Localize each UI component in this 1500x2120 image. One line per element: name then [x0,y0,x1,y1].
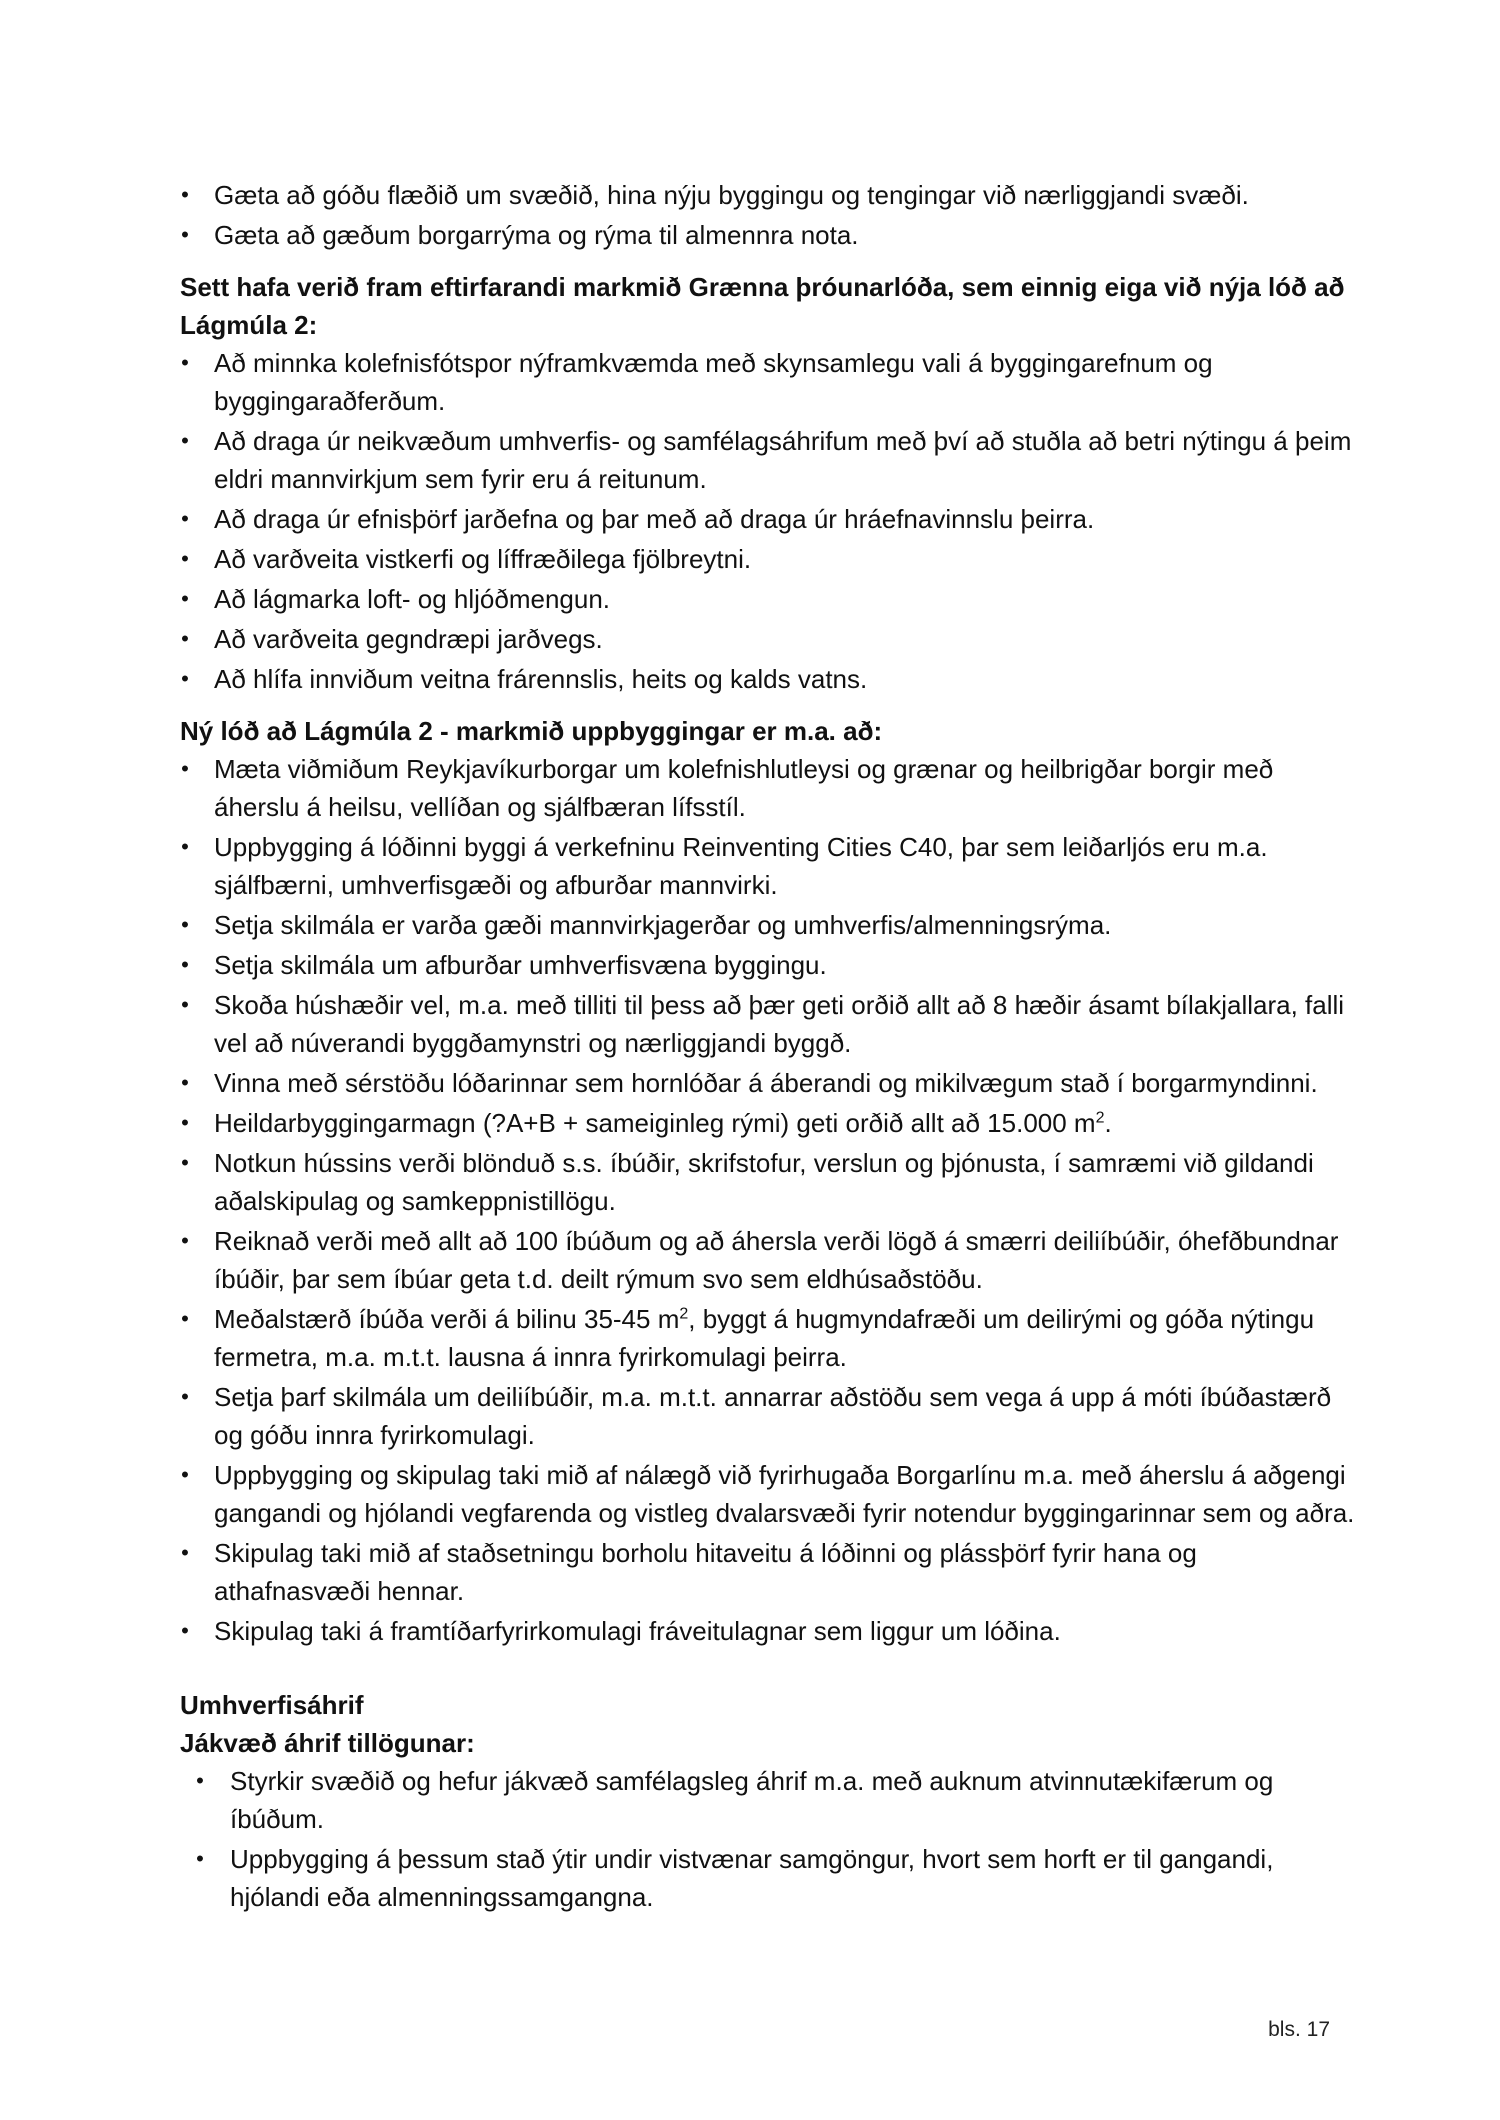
section-heading-environmental-impact: Umhverfisáhrif [180,1690,364,1720]
bullet-icon: • [181,834,189,859]
list-item: • Setja þarf skilmála um deiliíbúðir, m.a. m.t.t. annarrar aðstöðu sem vega á upp á móti íbúðastærð og góðu innra fyrirkomulagi. [178,1378,1358,1454]
page-number: bls. 17 [1268,2018,1330,2041]
list-item: • Að lágmarka loft- og hljóðmengun. [178,580,1358,618]
bullet-icon: • [181,586,189,611]
bullet-icon: • [181,666,189,691]
list-item: • Styrkir svæðið og hefur jákvæð samfélagsleg áhrif m.a. með auknum atvinnutækifærum og íbúðum. [178,1762,1358,1838]
bullet-icon: • [181,1110,189,1135]
list-item: • Vinna með sérstöðu lóðarinnar sem hornlóðar á áberandi og mikilvægum stað í borgarmyndinni. [178,1064,1358,1102]
list-item: • Uppbygging á þessum stað ýtir undir vistvænar samgöngur, hvort sem horft er til gangandi, hjólandi eða almenningssamgangna. [178,1840,1358,1916]
bullet-icon: • [181,1228,189,1253]
superscript: 2 [1095,1109,1105,1127]
bullet-icon: • [181,222,189,247]
bullet-icon: • [181,506,189,531]
list-item: • Að varðveita vistkerfi og líffræðilega fjölbreytni. [178,540,1358,578]
bullet-icon: • [181,182,189,207]
bullet-icon: • [196,1768,204,1793]
bullet-icon: • [196,1846,204,1871]
list-item: • Reiknað verði með allt að 100 íbúðum og að áhersla verði lögð á smærri deiliíbúðir, óhefðbundnar íbúðir, þar sem íbúar geta t.d. deilt rýmum svo sem eldhúsaðstöðu. [178,1222,1358,1298]
list-item: • Að draga úr neikvæðum umhverfis- og samfélagsáhrifum með því að stuðla að betri nýtingu á þeim eldri mannvirkjum sem fyrir eru á reitunum. [178,422,1358,498]
bullet-icon: • [181,912,189,937]
bullet-icon: • [181,350,189,375]
list-item: • Gæta að góðu flæðið um svæðið, hina nýju byggingu og tengingar við nærliggjandi svæði. [178,176,1358,214]
list-item: • Notkun hússins verði blönduð s.s. íbúðir, skrifstofur, verslun og þjónusta, í samræmi við gildandi aðalskipulag og samkeppnistillögu. [178,1144,1358,1220]
bullet-icon: • [181,952,189,977]
list-item: • Meðalstærð íbúða verði á bilinu 35-45 $m^2$, byggt á hugmyndafræði um deilirými og góða nýtingu fermetra, m.a. m.t.t. lausna á innra fyrirkomulagi þeirra. [178,1300,1358,1376]
list-item: • Setja skilmála er varða gæði mannvirkjagerðar og umhverfis/almenningsrýma. [178,906,1358,944]
bullet-icon: • [181,1540,189,1565]
bullet-icon: • [181,1150,189,1175]
superscript: 2 [679,1305,689,1323]
bullet-icon: • [181,1618,189,1643]
list-item: • Að varðveita gegndræpi jarðvegs. [178,620,1358,658]
bullet-icon: • [181,756,189,781]
bullet-icon: • [181,1384,189,1409]
list-item: • Að hlífa innviðum veitna frárennslis, heits og kalds vatns. [178,660,1358,698]
section-heading-green-development: Sett hafa verið fram eftirfarandi markmið Grænna þróunarlóða, sem einnig eiga við nýja lóð að Lágmúla 2: [180,272,1345,340]
spacer [178,1652,1358,1686]
list-item: • Mæta viðmiðum Reykjavíkurborgar um kolefnishlutleysi og grænar og heilbrigðar borgir með áherslu á heilsu, vellíðan og sjálfbæran lífsstíl. [178,750,1358,826]
list-item: • Uppbygging og skipulag taki mið af nálægð við fyrirhugaða Borgarlínu m.a. með áherslu á aðgengi gangandi og hjólandi vegfarenda og vistleg dvalarsvæði fyrir notendur byggingarinnar sem og aðra. [178,1456,1358,1532]
list-item: • Að minnka kolefnisfótspor nýframkvæmda með skynsamlegu vali á byggingarefnum og byggingaraðferðum. [178,344,1358,420]
bullet-icon: • [181,428,189,453]
positive-effects-list [178,1762,1358,1916]
list-item: • Gæta að gæðum borgarrýma og rýma til almennra nota. [178,216,1358,254]
bullet-icon: • [181,992,189,1017]
section-heading-lagmuli: Ný lóð að Lágmúla 2 - markmið uppbyggingar er m.a. að: [180,716,883,746]
bullet-icon: • [181,626,189,651]
bullet-icon: • [181,1070,189,1095]
list-item: • Skoða húshæðir vel, m.a. með tilliti til þess að þær geti orðið allt að 8 hæðir ásamt bílakjallara, falli vel að núverandi byggðamynstri og nærliggjandi byggð. [178,986,1358,1062]
list-item: • Setja skilmála um afburðar umhverfisvæna byggingu. [178,946,1358,984]
list-item: • Heildarbyggingarmagn (?A+B + sameiginleg rými) geti orðið allt að 15.000 $m^2$. [178,1104,1358,1142]
lagmuli-goals-list [178,750,1358,1650]
intro-bullet-list [178,176,1358,254]
document-page [178,176,1358,1918]
subheading-positive-effects: Jákvæð áhrif tillögunar: [180,1728,475,1758]
list-item: • Að draga úr efnisþörf jarðefna og þar með að draga úr hráefnavinnslu þeirra. [178,500,1358,538]
list-item: • Skipulag taki á framtíðarfyrirkomulagi fráveitulagnar sem liggur um lóðina. [178,1612,1358,1650]
list-item: • Uppbygging á lóðinni byggi á verkefninu Reinventing Cities C40, þar sem leiðarljós eru m.a. sjálfbærni, umhverfisgæði og afburðar mannvirki. [178,828,1358,904]
green-goals-list [178,344,1358,698]
bullet-icon: • [181,1306,189,1331]
list-item: • Skipulag taki mið af staðsetningu borholu hitaveitu á lóðinni og plássþörf fyrir hana og athafnasvæði hennar. [178,1534,1358,1610]
bullet-icon: • [181,546,189,571]
bullet-icon: • [181,1462,189,1487]
